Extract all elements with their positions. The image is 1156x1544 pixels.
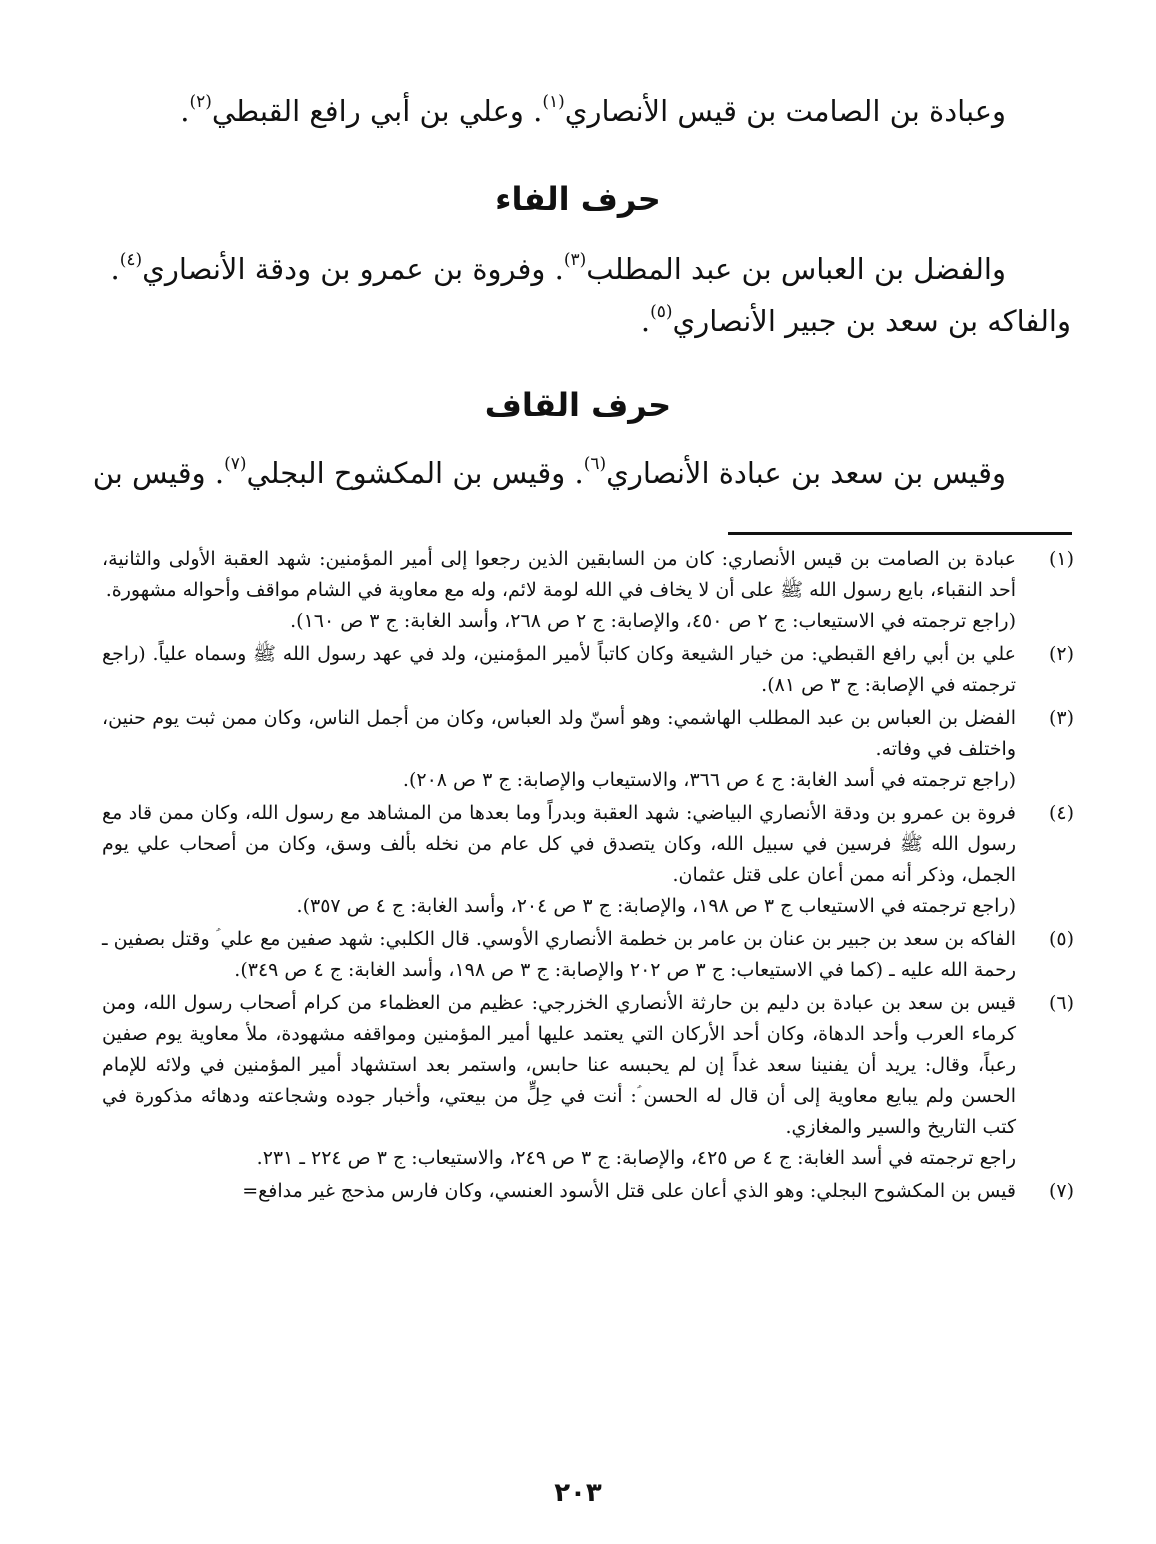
footnote-ref-2: (٢) bbox=[189, 92, 212, 112]
footnote-ref-5: (٥) bbox=[650, 302, 673, 322]
footnote-number: (٦) bbox=[1048, 992, 1074, 1014]
footnote-reference: (راجع ترجمته في الاستيعاب: ج ٢ ص ٤٥٠، والإصابة: ج ٢ ص ٢٦٨، وأسد الغابة: ج ٣ ص ١٦٠). bbox=[290, 610, 1016, 632]
main-text-line-2: والفضل بن العباس بن عبد المطلب$^{(٣)}$. وفروة بن عمرو بن ودقة الأنصاري$^{(٤)}$. bbox=[110, 250, 1006, 286]
footnote-separator bbox=[728, 532, 1072, 535]
footnote-6 bbox=[102, 988, 1074, 1174]
footnote-7 bbox=[102, 1176, 1074, 1207]
footnote-reference: راجع ترجمته في أسد الغابة: ج ٤ ص ٤٢٥، والإصابة: ج ٣ ص ٢٤٩، والاستيعاب: ج ٣ ص ٢٢٤ ـ ٢٣١. bbox=[256, 1147, 1016, 1169]
footnote-number: (٢) bbox=[1048, 643, 1074, 665]
footnote-number: (٥) bbox=[1048, 928, 1074, 950]
main-text-line-1: وعبادة بن الصامت بن قيس الأنصاري$^{(١)}$. وعلي بن أبي رافع القبطي$^{(٢)}$. bbox=[180, 92, 1006, 128]
footnote-ref-3: (٣) bbox=[563, 250, 587, 270]
main-text-line-3: والفاكه بن سعد بن جبير الأنصاري$^{(٥)}$. bbox=[640, 302, 1071, 338]
footnote-number: (٤) bbox=[1048, 802, 1074, 824]
footnote-text: فروة بن عمرو بن ودقة الأنصاري البياضي: شهد العقبة وبدراً وما بعدها من المشاهد مع رسول الله، وكان ممن قاد مع رسول الله ﷺ فرسين في سبيل الله، وكان يتصدق في كل عام من نخله بألف وسق، وكان من أصحاب علي يوم الجمل، وذكر أنه ممن أعان على قتل عثمان. bbox=[102, 802, 1016, 886]
footnote-1 bbox=[102, 544, 1074, 637]
section-heading-qaf: حرف القاف bbox=[484, 386, 672, 424]
footnote-4 bbox=[102, 798, 1074, 922]
footnote-text: قيس بن سعد بن عبادة بن دليم بن حارثة الأنصاري الخزرجي: عظيم من العظماء من كرام أصحاب رسول الله، ومن كرماء العرب وأحد الدهاة، وكان أحد الأركان التي يعتمد عليها أمير المؤمنين ومواقفه مشهودة، ملأ معاوية يوم صفين رعباً، وقال: يريد أن يفنينا سعد غداً إن لم يحبسه عنا حابس، واستمر بعد استشهاد أمير المؤمنين في ولائه للإمام الحسن ولم يبايع معاوية إلى أن قال له الحسن ؑ: أنت في حِلٍّ من بيعتي، وأخبار جوده وشجاعته ودهائه مذكورة في كتب التاريخ والسير والمغازي. bbox=[102, 992, 1016, 1138]
footnote-number: (١) bbox=[1048, 548, 1074, 570]
footnote-3 bbox=[102, 703, 1074, 796]
footnote-text: علي بن أبي رافع القبطي: من خيار الشيعة وكان كاتباً لأمير المؤمنين، ولد في عهد رسول الله ﷺ وسماه علياً. (راجع ترجمته في الإصابة: ج ٣ ص ٨١). bbox=[102, 643, 1016, 696]
main-text-line-4: وقيس بن سعد بن عبادة الأنصاري$^{(٦)}$. وقيس بن المكشوح البجلي$^{(٧)}$. وقيس بن bbox=[92, 454, 1006, 490]
footnotes bbox=[102, 544, 1074, 1209]
footnote-text: الفضل بن العباس بن عبد المطلب الهاشمي: وهو أسنّ ولد العباس، وكان من أجمل الناس، وكان ممن ثبت يوم حنين، واختلف في وفاته. bbox=[102, 707, 1016, 760]
footnote-5 bbox=[102, 924, 1074, 986]
footnote-number: (٣) bbox=[1048, 707, 1074, 729]
footnote-reference: (راجع ترجمته في أسد الغابة: ج ٤ ص ٣٦٦، والاستيعاب والإصابة: ج ٣ ص ٢٠٨). bbox=[402, 769, 1016, 791]
footnote-ref-7: (٧) bbox=[224, 454, 247, 474]
footnote-ref-1: (١) bbox=[542, 92, 565, 112]
footnote-ref-4: (٤) bbox=[119, 250, 143, 270]
footnote-2 bbox=[102, 639, 1074, 701]
footnote-ref-6: (٦) bbox=[583, 454, 607, 474]
footnote-text: الفاكه بن سعد بن جبير بن عنان بن عامر بن خطمة الأنصاري الأوسي. قال الكلبي: شهد صفين مع علي ؑ وقتل بصفين ـ رحمة الله عليه ـ (كما في الاستيعاب: ج ٣ ص ٢٠٢ والإصابة: ج ٣ ص ١٩٨، وأسد الغابة: ج ٤ ص ٣٤٩). bbox=[102, 928, 1016, 981]
footnote-number: (٧) bbox=[1048, 1180, 1074, 1202]
footnote-text: عبادة بن الصامت بن قيس الأنصاري: كان من السابقين الذين رجعوا إلى أمير المؤمنين: شهد العقبة الأولى والثانية، أحد النقباء، بايع رسول الله ﷺ على أن لا يخاف في الله لومة لائم، وله مع معاوية في الشام مواقف وأحواله مشهورة. bbox=[102, 548, 1017, 601]
section-heading-fa: حرف الفاء bbox=[495, 180, 661, 218]
footnote-reference: (راجع ترجمته في الاستيعاب ج ٣ ص ١٩٨، والإصابة: ج ٣ ص ٢٠٤، وأسد الغابة: ج ٤ ص ٣٥٧). bbox=[296, 895, 1016, 917]
footnote-text: قيس بن المكشوح البجلي: وهو الذي أعان على قتل الأسود العنسي، وكان فارس مذحج غير مدافع= bbox=[242, 1180, 1016, 1202]
page-number: ٢٠٣ bbox=[554, 1478, 602, 1508]
